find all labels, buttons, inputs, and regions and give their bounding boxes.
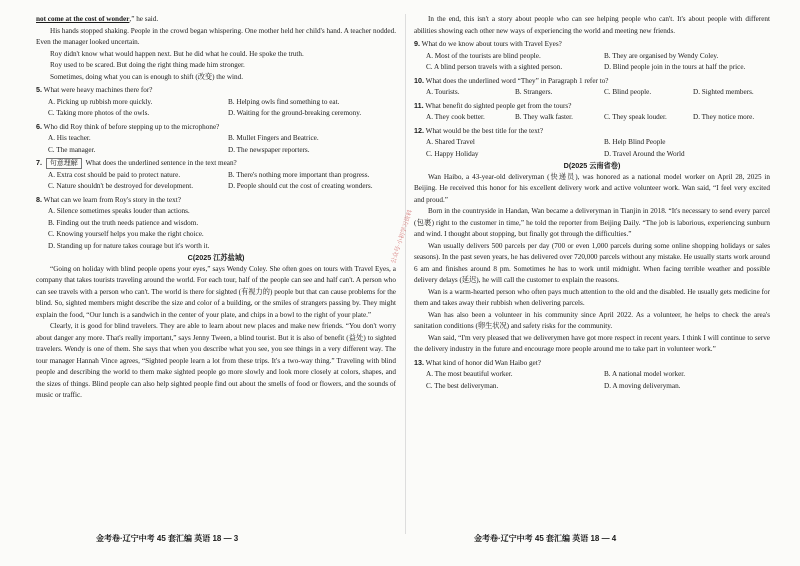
option-d[interactable]: D. Waiting for the ground-breaking ceremony. (228, 109, 362, 117)
option-c[interactable]: C. Blind people. (604, 88, 652, 96)
option-b[interactable]: B. A national model worker. (604, 370, 686, 378)
option-b[interactable]: B. They are organised by Wendy Coley. (604, 51, 719, 60)
section-heading-c: C(2025 江苏盐城) (187, 253, 245, 262)
question-text: What does the underlined word “They” in Paragraph 1 refer to? (425, 76, 609, 85)
option-c[interactable]: C. The manager. (48, 145, 96, 154)
left-page (36, 14, 396, 558)
question-7 (36, 157, 396, 193)
page-footer: 金考卷·辽宁中考 45 套汇编 英语 18 — 3 (96, 533, 239, 543)
paragraph: Wan said, “I'm very pleased that we deliverymen have got more respect in recent years. I think I will continue to serve the delivery industry in the future and encourage more people around me to take part in volunteer work.” (414, 333, 770, 353)
option-b[interactable]: B. Strangers. (515, 88, 553, 96)
option-c[interactable]: C. Knowing yourself helps you make the right choice. (48, 230, 204, 238)
question-10 (414, 75, 770, 99)
question-number: 13. (414, 357, 424, 367)
paragraph: “Going on holiday with blind people opens your eyes,” says Wendy Coley. She often goes on tours with Travel Eyes, a company that takes tourists traveling around the world. For each tour, half of the people can see and half can't. A person who can see travels with a person who can't. The world is there for sighted (有视力的) people but that can cause problems for the blind. So, sighted members might describe the size and color of a building, or the smiles of strangers passing by. They might explain the food, “Our lunch is a sandwich in the center of your plate, and chips in a bowl to the right of your plate.” (36, 264, 396, 319)
question-text: What kind of honor did Wan Haibo get? (425, 358, 541, 367)
paragraph: Clearly, it is good for blind travelers. They are able to learn about new places and make new friends. “You don't worry about danger any more. That's really important,” says Jenny Tween, a blind tourist. But it is also of benefit (益处) to sighted travelers. Wendy is one of them. She says that when you describe what you see, you see things in a very different way. The tour manager Hannah Vince agrees, “Sighted people learn a lot from these trips. It's a two-way thing.” Traveling with blind people and describing the world to them make sighted people go more slowly and look more closely at colors, shapes, and the sizes of things. Blind people can also help sighted people find out about the smells of food or flowers, and the sounds of music or traffic. (36, 322, 396, 399)
option-b[interactable]: B. Finding out the truth needs patience and wisdom. (48, 218, 199, 227)
paragraph: Roy used to be scared. But doing the right thing made him stronger. (50, 61, 245, 69)
option-b[interactable]: B. They walk faster. (515, 113, 573, 121)
option-d[interactable]: D. They notice more. (693, 113, 755, 121)
question-text: What do we know about tours with Travel Eyes? (421, 40, 562, 48)
option-b[interactable]: B. There's nothing more important than progress. (228, 170, 370, 179)
option-c[interactable]: C. Taking more photos of the owls. (48, 109, 150, 117)
question-6 (36, 121, 396, 157)
right-page (414, 14, 770, 558)
option-d[interactable]: D. Standing up for nature takes courage but it's worth it. (48, 241, 210, 250)
option-c[interactable]: C. A blind person travels with a sighted person. (426, 63, 563, 71)
page-footer: 金考卷·辽宁中考 45 套汇编 英语 18 — 4 (474, 533, 617, 543)
option-a[interactable]: A. Shared Travel (426, 138, 475, 146)
said-text: ,” he said. (129, 15, 159, 23)
paragraph: Sometimes, doing what you can is enough to shift (改变) the wind. (50, 72, 244, 81)
question-text: What would be the best title for the text? (425, 126, 544, 135)
paragraph: Wan has also been a volunteer in his community since April 2022. As a volunteer, he helps to check the area's sanitation conditions (卵生状况) and safety risks for the community. (414, 310, 770, 330)
option-b[interactable]: B. Mullet Fingers and Beatrice. (228, 134, 319, 142)
question-number: 9. (414, 39, 420, 48)
option-a[interactable]: A. The most beautiful worker. (426, 370, 513, 378)
underlined-sentence: not come at the cost of wonder (36, 15, 130, 23)
option-d[interactable]: D. People should cut the cost of creating wonders. (228, 182, 373, 190)
option-c[interactable]: C. Happy Holiday (426, 149, 479, 158)
option-a[interactable]: A. His teacher. (48, 134, 91, 142)
question-number: 12. (414, 125, 424, 135)
page-divider (405, 14, 406, 534)
paragraph: Born in the countryside in Handan, Wan became a deliveryman in Tianjin in 2018. “It's necessary to send every parcel (包裹) right to the customer in time,” he told the reporter from Beijing Daily. “The job is laborious, experiencing sunburn and wind. I thought about stopping, but finally got through the difficulties.” (414, 207, 770, 238)
paragraph: Wan usually delivers 500 parcels per day (700 or even 1,000 parcels during some online shopping holidays or sales seasons). In the past seven years, he has delivered over 720,000 parcels without any mistake. He usually starts work around 6 am and finishes around 8 pm. Sometimes he has to work until midnight. When facing terrible weather and possible delivery delays (延迟), he will call the customer to explain the reasons. (414, 241, 770, 284)
question-number: 5. (36, 85, 42, 94)
option-a[interactable]: A. Extra cost should be paid to protect nature. (48, 170, 181, 179)
question-11 (414, 100, 770, 124)
question-number: 6. (36, 121, 42, 131)
passage-b-end (36, 14, 396, 26)
paragraph: Roy didn't know what would happen next. But he did what he could. He spoke the truth. (50, 49, 304, 58)
option-c[interactable]: C. They speak louder. (604, 113, 667, 121)
option-b[interactable]: B. Help Blind People (604, 138, 666, 146)
question-5 (36, 84, 396, 120)
paragraph: Wan is a warm-hearted person who often pays much attention to the old and the disabled. He usually gets medicine for them and takes away their rubbish when delivering parcels. (414, 287, 770, 307)
option-d[interactable]: D. Sighted members. (693, 88, 754, 96)
option-c[interactable]: C. Nature shouldn't be destroyed for development. (48, 182, 194, 190)
question-12 (414, 125, 770, 161)
paragraph: His hands stopped shaking. People in the crowd began whispering. One mother held her child's hand. A teacher nodded. Even the manager looked uncertain. (36, 26, 396, 46)
paragraph: In the end, this isn't a story about people who can see helping people who can't. It's about people with different abilities showing each other new ways of experiencing the world and meeting new friends. (414, 15, 770, 35)
section-heading-d: D(2025 云南省卷) (563, 161, 621, 170)
question-number: 8. (36, 194, 42, 204)
option-d[interactable]: D. The newspaper reporters. (228, 145, 310, 154)
watermark-stamp: 公众号·小初学习资料 (390, 209, 414, 265)
option-a[interactable]: A. Most of the tourists are blind people. (426, 51, 541, 60)
option-c[interactable]: C. The best deliveryman. (426, 381, 499, 390)
question-text: Who did Roy think of before stepping up to the microphone? (43, 122, 220, 131)
question-9 (414, 38, 770, 74)
option-d[interactable]: D. A moving deliveryman. (604, 381, 681, 390)
question-text: What benefit do sighted people get from the tours? (425, 101, 572, 110)
question-number: 7. (36, 158, 42, 167)
option-d[interactable]: D. Blind people join in the tours at half the price. (604, 63, 746, 71)
question-text: What were heavy machines there for? (43, 86, 153, 94)
option-b[interactable]: B. Helping owls find something to eat. (228, 97, 340, 106)
question-13 (414, 357, 770, 393)
question-number: 10. (414, 75, 424, 85)
question-type-tag: 句意理解 (46, 158, 82, 169)
option-a[interactable]: A. They cook better. (426, 113, 485, 121)
question-text: What does the underlined sentence in the text mean? (85, 159, 237, 167)
option-d[interactable]: D. Travel Around the World (604, 149, 685, 158)
option-a[interactable]: A. Picking up rubbish more quickly. (48, 97, 153, 106)
question-text: What can we learn from Roy's story in the text? (43, 195, 181, 204)
option-a[interactable]: A. Tourists. (426, 88, 460, 96)
paragraph: Wan Haibo, a 43-year-old deliveryman (快递员), was honored as a national model worker on April 28, 2025 in Beijing. He received this honor for his excellent delivery work and active volunteer work. Wan said, “I feel very excited and proud.” (414, 172, 770, 204)
question-8 (36, 194, 396, 253)
option-a[interactable]: A. Silence sometimes speaks louder than actions. (48, 207, 190, 215)
question-number: 11. (414, 100, 424, 110)
